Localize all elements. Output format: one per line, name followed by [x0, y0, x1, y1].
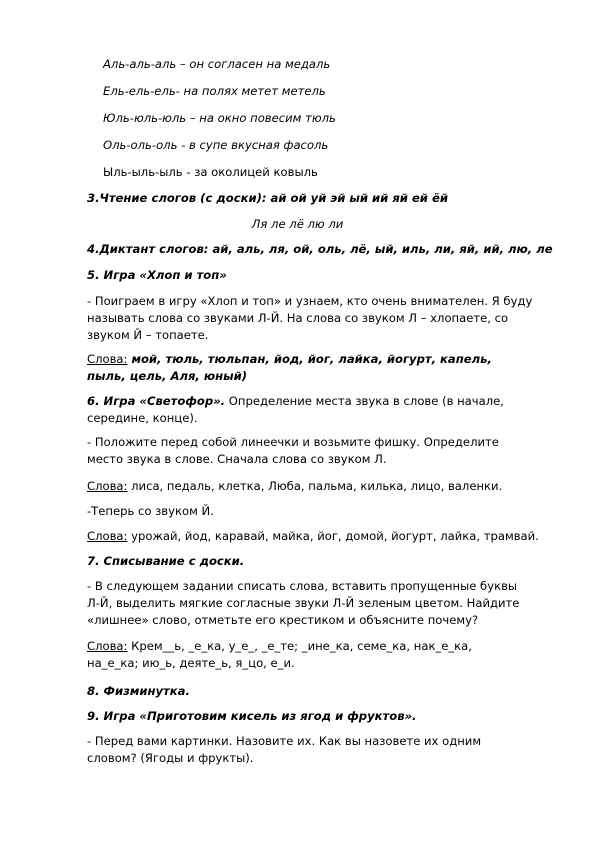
section-9-text: - Перед вами картинки. Назовите их. Как вы назовете их одним словом? (Ягоды и фрукты). [87, 734, 482, 765]
words-label: Слова: [87, 479, 128, 493]
section-3-syllables: Ля ле лё лю ли [251, 217, 344, 231]
section-5-heading: 5. Игра «Хлоп и топ» [87, 268, 227, 282]
section-7-words-2: на_е_ка; ию_ь, деяте_ь, я_цо, е_и. [87, 656, 295, 670]
rhyme-line-2: Ель-ель-ель- на полях метет метель [103, 84, 326, 98]
words-label: Слова: [87, 639, 128, 653]
section-6-words-2 [87, 528, 539, 544]
section-6-heading [87, 393, 533, 427]
section-5-text: - Поиграем в игру «Хлоп и топ» и узнаем, кто очень внимателен. Я буду называть слова со звуками Л-Й. На слова со звуком Л – хлопаете, со звуком Й – топаете. [87, 294, 533, 342]
section-4-heading: 4.Диктант слогов: ай, аль, ля, ой, оль, лё, ый, иль, ли, яй, ий, лю, ле [87, 242, 553, 256]
section-7-text: - В следующем задании списать слова, вставить пропущенные буквы Л-Й, выделить мягкие согласные звуки Л-Й зеленым цветом. Найдите «лишнее» слово, отметьте его крестиком и объясните почему? [87, 579, 520, 627]
words-list: урожай, йод, каравай, майка, йог, домой, йогурт, лайка, трамвай. [127, 529, 539, 543]
words-label: Слова: [87, 529, 128, 543]
section-6-title: 6. Игра «Светофор». [87, 394, 226, 408]
section-8-heading: 8. Физминутка. [87, 684, 190, 698]
section-6-then: -Теперь со звуком Й. [87, 504, 214, 518]
section-6-words-1 [87, 478, 502, 494]
words-list: мой, тюль, тюльпан, йод, йог, лайка, йогурт, капель, пыль, цель, Аля, юный) [87, 352, 492, 383]
section-7-heading: 7. Списывание с доски. [87, 554, 245, 568]
section-6-description: Определение места звука в слове (в начале, середине, конце). [87, 394, 504, 425]
section-5-words [87, 351, 533, 385]
rhyme-line-3: Юль-юль-юль – на окно повесим тюль [103, 111, 336, 125]
words-list: Крем__ь, _е_ка, у_е_, _е_те; _ине_ка, семе_ка, нак_е_ка, [127, 639, 472, 653]
section-3-heading: 3.Чтение слогов (с доски): ай ой уй эй ый ий яй ей ёй [87, 191, 448, 205]
section-9-heading: 9. Игра «Приготовим кисель из ягод и фруктов». [87, 709, 417, 723]
section-7-words-1 [87, 638, 472, 654]
words-list: лиса, педаль, клетка, Люба, пальма, килька, лицо, валенки. [127, 479, 503, 493]
words-label: Слова: [87, 352, 128, 366]
rhyme-line-1: Аль-аль-аль – он согласен на медаль [103, 57, 331, 71]
section-6-text: - Положите перед собой линеечки и возьмите фишку. Определите место звука в слове. Сначала слова со звуком Л. [87, 435, 499, 466]
rhyme-line-4: Оль-оль-оль - в супе вкусная фасоль [103, 138, 329, 152]
rhyme-line-5: Ыль-ыль-ыль - за околицей ковыль [103, 165, 318, 179]
